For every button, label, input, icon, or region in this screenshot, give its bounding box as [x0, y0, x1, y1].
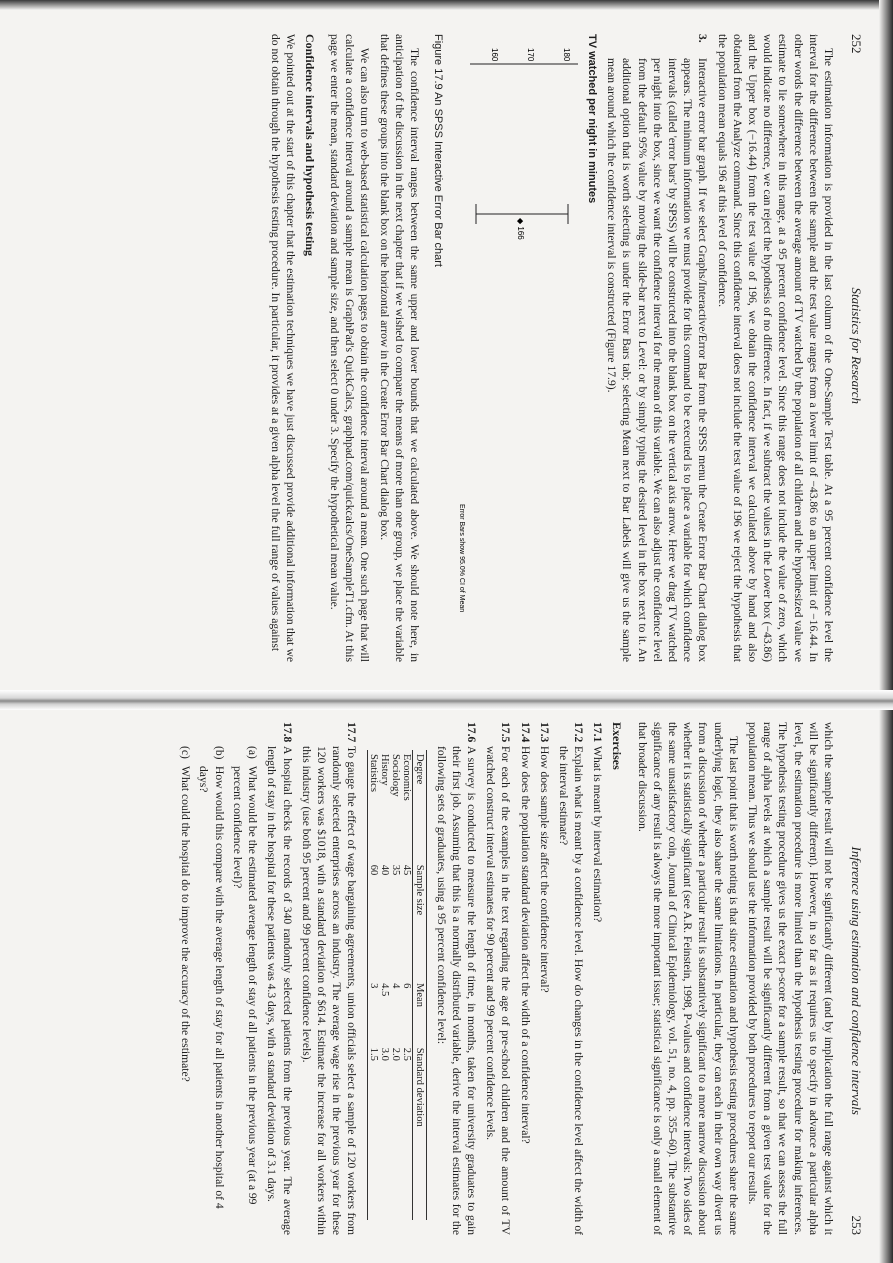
exercise-list	[264, 722, 359, 1235]
page-253	[58, 716, 868, 1241]
figure-legend: Error Bars show 95.0% CI of Mean	[457, 504, 465, 613]
sub-item-text: What could the hospital do to improve the accuracy of the estimate?	[179, 766, 193, 1082]
paragraph: The last point that is worth noting is that since estimation and hypothesis testing procedures share the same underlying logic, they also share the same limitations. In particular, they can each in their own way divert us from a discussion of whether a particular result is substantively significant to a more narrow discussion about whether it is statistically significant (see A.R. Feinstein, 1998, P-values and confidence intervals: Two sides of the same unsatisfactory coin, Journal of Clinical Epidemiology, vol. 51, no. 4, pp. 355–60). The substantive significance of any result is always the more important issue; statistical significance is only a small element of that broader discussion.	[635, 722, 740, 1235]
sub-item-label: (c)	[179, 746, 193, 759]
tick-label: 180	[561, 48, 571, 62]
list-text: Interactive error bar graph. If we select Graphs/Interactive/Error Bar from the SPSS menu the Create Error Bar Chart dialog box appears. The minimum information we must provide for this command to be executed is to place a variable for which confidence intervals (called 'error bars' by SPSS) will be constructed into the blank box on the vertical axis arrow. Here we drag TV watched per night into the box, since we want the confidence interval for the mean of this variable. We can also adjust the confidence level from the default 95% value by moving the slide-bar next to Level: or by simply typing the desired level in the box next to it. An additional option that is worth selecting is under the Error Bars tab; selecting Mean next to Bar Labels will give us the sample mean around which the confidence interval is constructed (Figure 17.9).	[605, 58, 710, 662]
list-number: 3.	[696, 34, 710, 43]
table-header-cell: Sample size	[413, 861, 427, 979]
exercise-number: 17.8	[280, 722, 294, 743]
table-cell: Statistics	[368, 750, 380, 861]
table-row	[390, 750, 401, 1220]
running-head-title: Inference using estimation and confidence intervals	[849, 846, 864, 1115]
table-row	[379, 750, 390, 1220]
tick-label: 160	[489, 48, 499, 62]
tick-label: 170	[525, 48, 535, 62]
table-cell: Sociology	[390, 754, 402, 797]
sub-item-label: (a)	[246, 746, 260, 759]
table-header-cell: Mean	[413, 979, 427, 1044]
table-header-cell: Standard deviation	[413, 1044, 427, 1220]
exercise-text: Explain what is meant by a confidence level. How do changes in the confidence level affect the width of the interval estimate?	[556, 746, 586, 1235]
exercise-list	[433, 722, 605, 1235]
exercise-number: 17.1	[591, 722, 605, 743]
list-item	[604, 34, 710, 662]
exercise-text: What is meant by interval estimation?	[591, 746, 605, 923]
page-252	[58, 28, 868, 668]
figure-caption: Figure 17.9 An SPSS Interactive Error Bar chart	[431, 34, 444, 267]
exercise-item	[556, 722, 586, 1235]
graduates-table	[367, 750, 427, 1220]
figure-title: TV watched per night in minutes	[585, 34, 598, 204]
data-table	[367, 750, 427, 1220]
mean-label: ◆ 166	[515, 218, 525, 240]
exercise-number: 17.6	[464, 722, 478, 743]
table-header-row	[413, 750, 427, 1220]
table-cell: 2.0	[390, 1047, 402, 1061]
paragraph: The confidence interval ranges between the same upper and lower bounds that we calculated above. We should note here, in anticipation of the discussion in the next chapter that if we wished to compare the means of more than one group, we place the variable that defines these groups into the blank box on the horizontal arrow in the Create Error Bar Chart dialog box.	[377, 34, 421, 662]
sub-item	[178, 746, 193, 1235]
exercise-item	[264, 722, 294, 1235]
table-cell: 40	[379, 864, 391, 876]
exercise-text: A survey is conducted to measure the length of time, in months, taken for university graduates to gain their first job. Assuming that this is a normally distributed variable, derive the interval estimates for the following sets of graduates, using a 95 percent confidence level:	[434, 746, 478, 1235]
table-cell: 45	[401, 864, 413, 876]
exercise-text: A hospital checks the records of 340 randomly selected patients from the previous year. The average length of stay in the hospital for these patients was 4.3 days, with a standard deviation of 3.1 days.	[265, 746, 294, 1235]
paragraph: which the sample result will not be significantly different (and by implication the full range against which it will be significantly different). However, in so far as it requires us to specify in advance a particular alpha level, the estimation procedure is more limited than the hypothesis testing procedure for making inferences. The hypothesis testing procedure gives us the exact p-score for a sample result, so that we can assess the full range of alpha levels at which a sample result will be significantly different from a given test value for the population mean. Thus we should use the information provided by both procedures to report our results.	[745, 722, 835, 1235]
table-cell: 4	[390, 983, 402, 989]
table-row	[401, 750, 413, 1220]
exercise-text: For each of the examples in the text regarding the age of pre-school children and the amount of TV watched construct interval estimates for 90 percent and 99 percent confidence levels.	[484, 746, 513, 1235]
error-bar-figure	[448, 34, 598, 662]
sub-item	[196, 746, 226, 1235]
exercise-item	[433, 722, 479, 1235]
running-head-title: Statistics for Research	[849, 287, 864, 404]
exercise-item	[299, 722, 360, 1235]
table-row	[368, 750, 380, 1220]
exercises-heading: Exercises	[610, 722, 625, 770]
sub-item	[230, 746, 260, 1235]
page-number: 252	[849, 34, 864, 54]
sub-item-list	[178, 722, 260, 1235]
exercise-item	[537, 722, 552, 1235]
table-cell: 6	[401, 983, 413, 989]
scan-shadow-top	[0, 0, 893, 10]
table-cell: 60	[368, 861, 380, 979]
exercise-number: 17.7	[345, 722, 359, 743]
book-gutter	[0, 690, 893, 710]
table-cell: History	[379, 754, 391, 786]
exercise-text: How does the population standard deviation affect the width of a confidence interval?	[518, 746, 532, 1144]
running-header	[848, 722, 864, 1235]
error-bar-chart	[453, 44, 588, 644]
table-cell: 1.5	[368, 1044, 380, 1220]
table-cell: 2.5	[401, 1047, 413, 1061]
page-number: 253	[849, 1215, 864, 1235]
exercise-item	[517, 722, 532, 1235]
running-header	[848, 34, 864, 662]
exercise-item	[483, 722, 513, 1235]
sub-item-label: (b)	[212, 746, 226, 760]
table-cell: 3	[368, 979, 380, 1044]
exercise-number: 17.5	[499, 722, 513, 743]
exercise-number: 17.3	[537, 722, 551, 743]
paragraph: We can also turn to web-based statistical calculation pages to obtain the confidence interval around a mean. One such page that will calculate a confidence interval around a sample mean is GraphPad's QuickCalcs, graphpad.com/quickcalcs/OneSampleT1.cfm. At this page we enter the mean, standard deviation and sample size, and then select 0 under 3. Specify the hypothetical mean value.	[327, 34, 372, 662]
table-cell: 35	[390, 864, 402, 876]
exercise-number: 17.4	[518, 722, 532, 743]
table-cell: 3.0	[379, 1047, 391, 1061]
exercise-number: 17.2	[572, 722, 586, 743]
exercise-text: How does sample size affect the confidence interval?	[537, 746, 551, 993]
table-header-cell: Degree	[413, 750, 427, 861]
scan-shadow-right	[879, 0, 893, 1263]
sub-item-text: What would be the estimated average length of stay of all patients in the previous year (at a 99 percent confidence level)?	[230, 766, 260, 1205]
table-cell: Economics	[401, 754, 413, 801]
exercise-text: To gauge the effect of wage bargaining agreements, union officials select a sample of 120 workers from randomly selected enterprises across an industry. The average wage rise in the previous year for these 120 workers was $1018, with a standard deviation of $614. Estimate the increase for all workers within this industry (use both 95 percent and 99 percent confidence levels).	[299, 746, 359, 1235]
paragraph: We pointed out at the start of this chapter that the estimation techniques we have just discussed provide additional information that we do not obtain through the hypothesis testing procedure. In particular, it provides at a given alpha level the full range of values against	[268, 34, 297, 662]
table-cell: 4.5	[379, 983, 391, 997]
section-heading: Confidence intervals and hypothesis testing	[302, 34, 317, 257]
sub-item-text: How would this compare with the average length of stay for all patients in another hospital of 4 days?	[197, 766, 226, 1209]
paragraph: The estimation information is provided in the last column of the One-Sample Test table. At a 95 percent confidence level the interval for the difference between the sample and the test value ranges from a lower limit of −43.86 to an upper limit of −16.44. In other words the difference between the average amount of TV watched by the population of all children and the hypothesized value we estimate to lie somewhere in this range, at a 95 percent confidence level. Since this range does not include the value of zero, which would indicate no difference, we can reject the hypothesis of no difference. In fact, if we subtract the values in the Lower box (−43.86) and the Upper box (−16.44) from the test value of 196, we obtain the confidence interval we calculated above by hand and also obtained from the Analyze command. Since this confidence interval does not include the test value of 196 we reject the hypothesis that the population mean equals 196 at this level of confidence.	[715, 34, 835, 662]
exercise-item	[590, 722, 605, 1235]
